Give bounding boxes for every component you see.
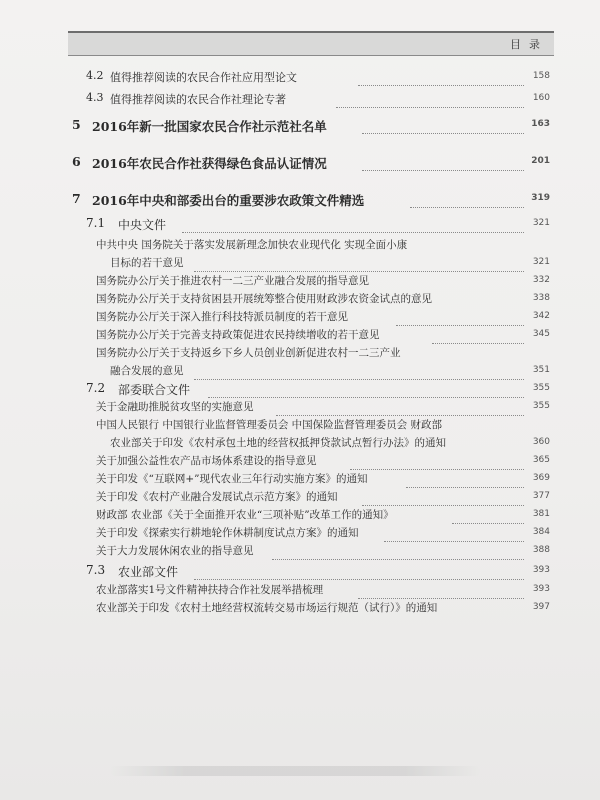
toc-text: 2016年农民合作社获得绿色食品认证情况 xyxy=(92,156,327,171)
toc-item[interactable] xyxy=(110,255,550,275)
toc-page: 365 xyxy=(532,455,550,465)
toc-text: 中国人民银行 中国银行业监督管理委员会 中国保险监督管理委员会 财政部 xyxy=(96,419,443,431)
page-header-title: 目录 xyxy=(510,38,548,51)
toc-page: 393 xyxy=(532,584,550,594)
toc-item[interactable] xyxy=(96,417,550,437)
toc-text: 国务院办公厅关于推进农村一二三产业融合发展的指导意见 xyxy=(96,275,369,287)
toc-page: 369 xyxy=(532,473,550,483)
footer-smudge xyxy=(110,766,480,776)
toc-text: 关于印发《“互联网+”现代农业三年行动实施方案》的通知 xyxy=(96,473,368,485)
toc-text: 2016年新一批国家农民合作社示范社名单 xyxy=(92,119,327,134)
toc-text: 财政部 农业部《关于全面推开农业“三项补贴”改革工作的通知》 xyxy=(96,509,394,521)
toc-page: 345 xyxy=(532,329,550,339)
toc-page: 388 xyxy=(532,545,550,555)
toc-text: 国务院办公厅关于完善支持政策促进农民持续增收的若干意见 xyxy=(96,329,380,341)
toc-page: 338 xyxy=(532,293,550,303)
toc-item[interactable] xyxy=(96,507,550,527)
toc-page: 158 xyxy=(532,71,550,81)
toc-page: 160 xyxy=(532,93,550,103)
leader-dots xyxy=(396,309,524,326)
toc-item[interactable] xyxy=(96,489,550,509)
leader-dots xyxy=(432,327,524,344)
leader-dots xyxy=(362,117,524,134)
leader-dots xyxy=(452,507,524,524)
toc-text: 农业部文件 xyxy=(118,565,179,579)
toc-item[interactable] xyxy=(96,345,550,365)
toc-item[interactable] xyxy=(96,600,550,620)
leader-dots xyxy=(384,525,524,542)
toc-page: 355 xyxy=(532,383,550,393)
toc-page: 319 xyxy=(531,193,550,203)
toc-page: 393 xyxy=(532,565,550,575)
toc-chapter-6[interactable] xyxy=(72,154,550,174)
toc-page: 384 xyxy=(532,527,550,537)
toc-page: 381 xyxy=(532,509,550,519)
toc-number: 6 xyxy=(72,154,81,169)
header-bar xyxy=(68,31,554,56)
toc-number: 7.1 xyxy=(86,216,106,230)
toc-item[interactable] xyxy=(96,525,550,545)
toc-page: 321 xyxy=(532,257,550,267)
toc-item[interactable] xyxy=(96,582,550,602)
toc-text: 农业部关于印发《农村承包土地的经营权抵押贷款试点暂行办法》的通知 xyxy=(110,437,446,449)
leader-dots xyxy=(362,489,524,506)
toc-item[interactable] xyxy=(96,291,550,311)
toc-item[interactable] xyxy=(110,435,550,455)
toc-text: 农业部关于印发《农村土地经营权流转交易市场运行规范（试行）》的通知 xyxy=(96,602,438,614)
leader-dots xyxy=(358,582,524,599)
toc-entry-4-2[interactable] xyxy=(86,69,550,89)
toc-text: 中央文件 xyxy=(118,218,167,232)
leader-dots xyxy=(194,563,524,580)
leader-dots xyxy=(362,154,524,171)
toc-item[interactable] xyxy=(96,237,550,257)
toc-text: 融合发展的意见 xyxy=(110,365,184,377)
leader-dots xyxy=(182,216,524,233)
toc-page: 355 xyxy=(532,401,550,411)
toc-text: 值得推荐阅读的农民合作社应用型论文 xyxy=(110,71,297,84)
toc-page: 321 xyxy=(532,218,550,228)
toc-text: 关于大力发展休闲农业的指导意见 xyxy=(96,545,254,557)
toc-text: 国务院办公厅关于支持贫困县开展统筹整合使用财政涉农资金试点的意见 xyxy=(96,293,432,305)
leader-dots xyxy=(208,381,524,398)
toc-page: 397 xyxy=(532,602,550,612)
toc-entry-4-3[interactable] xyxy=(86,91,550,111)
toc-page: 360 xyxy=(532,437,550,447)
toc-item[interactable] xyxy=(96,399,550,419)
toc-page: 332 xyxy=(532,275,550,285)
toc-text: 关于印发《农村产业融合发展试点示范方案》的通知 xyxy=(96,491,338,503)
toc-text: 部委联合文件 xyxy=(118,383,191,397)
toc-page: 342 xyxy=(532,311,550,321)
toc-text: 目标的若干意见 xyxy=(110,257,184,269)
toc-number: 5 xyxy=(72,117,81,132)
toc-page: 377 xyxy=(532,491,550,501)
toc-page: 201 xyxy=(531,156,550,166)
toc-number: 7.3 xyxy=(86,563,106,577)
toc-text: 国务院办公厅关于深入推行科技特派员制度的若干意见 xyxy=(96,311,348,323)
leader-dots xyxy=(358,69,524,86)
toc-section-7-1[interactable] xyxy=(86,216,550,236)
toc-item[interactable] xyxy=(96,309,550,329)
toc-item[interactable] xyxy=(96,273,550,293)
leader-dots xyxy=(194,255,524,272)
toc-chapter-5[interactable] xyxy=(72,117,550,137)
toc-text: 关于印发《探索实行耕地轮作休耕制度试点方案》的通知 xyxy=(96,527,359,539)
toc-number: 4.2 xyxy=(86,69,104,82)
toc-text: 农业部落实1号文件精神扶持合作社发展举措梳理 xyxy=(96,584,324,596)
toc-item[interactable] xyxy=(110,363,550,383)
toc-section-7-3[interactable] xyxy=(86,563,550,583)
toc-section-7-2[interactable] xyxy=(86,381,550,401)
toc-chapter-7[interactable] xyxy=(72,191,550,211)
toc-text: 中共中央 国务院关于落实发展新理念加快农业现代化 实现全面小康 xyxy=(96,239,408,251)
leader-dots xyxy=(276,399,524,416)
toc-page: 351 xyxy=(532,365,550,375)
leader-dots xyxy=(194,363,524,380)
toc-page: 163 xyxy=(531,119,550,129)
toc-item[interactable] xyxy=(96,471,550,491)
leader-dots xyxy=(410,191,524,208)
leader-dots xyxy=(336,91,524,108)
leader-dots xyxy=(350,453,524,470)
toc-text: 国务院办公厅关于支持返乡下乡人员创业创新促进农村一二三产业 xyxy=(96,347,401,359)
toc-number: 4.3 xyxy=(86,91,104,104)
toc-item[interactable] xyxy=(96,453,550,473)
toc-item[interactable] xyxy=(96,327,550,347)
toc-text: 2016年中央和部委出台的重要涉农政策文件精选 xyxy=(92,193,365,208)
toc-number: 7.2 xyxy=(86,381,106,395)
toc-text: 值得推荐阅读的农民合作社理论专著 xyxy=(110,93,286,106)
toc-number: 7 xyxy=(72,191,81,206)
leader-dots xyxy=(406,471,524,488)
toc-item[interactable] xyxy=(96,543,550,563)
leader-dots xyxy=(272,543,524,560)
toc-text: 关于金融助推脱贫攻坚的实施意见 xyxy=(96,401,254,413)
toc-text: 关于加强公益性农产品市场体系建设的指导意见 xyxy=(96,455,317,467)
